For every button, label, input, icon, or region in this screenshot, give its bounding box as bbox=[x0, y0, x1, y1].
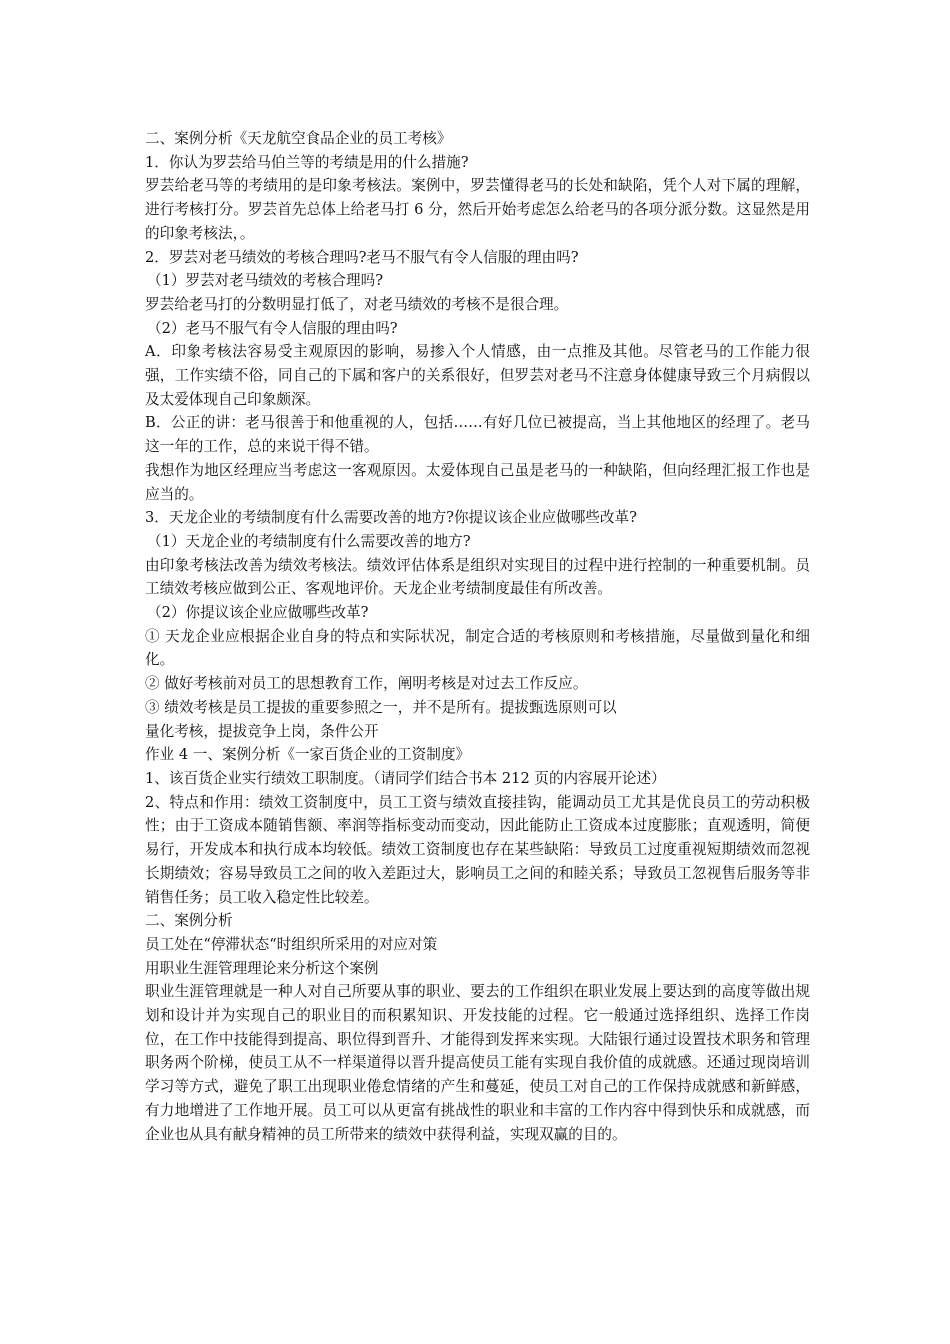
document-body bbox=[145, 127, 810, 1146]
assignment-4-point-1: 1、该百货企业实行绩效工职制度。（请同学们结合书本 212 页的内容展开论述） bbox=[145, 769, 666, 787]
question-2: 2．罗芸对老马绩效的考核合理吗?老马不服气有令人信服的理由吗? bbox=[145, 248, 579, 266]
answer-1: 罗芸给老马等的考绩用的是印象考核法。案例中，罗芸懂得老马的长处和缺陷，凭个人对下属的理解，进行考核打分。罗芸首先总体上给老马打 6 分，然后开始考虑怎么给老马的各项分派分数。这显然是用的印象考核法，。 bbox=[145, 177, 810, 242]
suggestion-2: ② 做好考核前对员工的思想教育工作，阐明考核是对过去工作反应。 bbox=[145, 675, 588, 693]
answer-3-1: 由印象考核法改善为绩效考核法。绩效评估体系是组织对实现目的过程中进行控制的一种重要机制。员工绩效考核应做到公正、客观地评价。天龙企业考绩制度最佳有所改善。 bbox=[145, 556, 810, 598]
sub-question-3-2: （2）你提议该企业应做哪些改革? bbox=[147, 604, 369, 622]
answer-2-2-note: 我想作为地区经理应当考虑这一客观原因。太爱体现自己虽是老马的一种缺陷，但向经理汇报工作也是应当的。 bbox=[145, 461, 810, 503]
question-1: 1．你认为罗芸给马伯兰等的考绩是用的什么措施? bbox=[145, 153, 469, 171]
sub-question-2-1: （1）罗芸对老马绩效的考核合理吗? bbox=[147, 272, 384, 290]
sub-question-2-2: （2）老马不服气有令人信服的理由吗? bbox=[147, 319, 398, 337]
assignment-4-heading: 作业 4 一、案例分析《一家百货企业的工资制度》 bbox=[145, 746, 471, 764]
suggestion-1: ① 天龙企业应根据企业自身的特点和实际状况，制定合适的考核原则和考核措施，尽量做到量化和细化。 bbox=[145, 627, 810, 669]
suggestion-3: ③ 绩效考核是员工提拔的重要参照之一，并不是所有。提拔甄选原则可以 bbox=[145, 698, 617, 716]
suggestion-3-continued: 量化考核，提拔竞争上岗，条件公开 bbox=[145, 722, 379, 740]
question-3: 3．天龙企业的考绩制度有什么需要改善的地方?你提议该企业应做哪些改革? bbox=[145, 509, 637, 527]
sub-question-3-1: （1）天龙企业的考绩制度有什么需要改善的地方? bbox=[147, 532, 471, 550]
section-heading-case-analysis-2: 二、案例分析 bbox=[145, 912, 233, 930]
assignment-4-point-2: 2、特点和作用：绩效工资制度中，员工工资与绩效直接挂钩，能调动员工尤其是优良员工的劳动积极性；由于工资成本随销售额、率润等指标变动而变动，因此能防止工资成本过度膨胀；直观透明，简便易行，开发成本和执行成本均较低。绩效工资制度也存在某些缺陷：导致员工过度重视短期绩效而忽视长期绩效；容易导致员工之间的收入差距过大，影响员工之间的和睦关系；导致员工忽视售后服务等非销售任务；员工收入稳定性比较差。 bbox=[145, 793, 810, 906]
answer-2-2-b: B．公正的讲：老马很善于和他重视的人，包括……有好几位已被提高，当上其他地区的经理了。老马这一年的工作，总的来说干得不错。 bbox=[145, 414, 810, 456]
section-heading-case-analysis: 二、案例分析《天龙航空食品企业的员工考核》 bbox=[145, 130, 452, 147]
answer-2-2-a: A．印象考核法容易受主观原因的影响，易掺入个人情感，由一点推及其他。尽管老马的工作能力很强，工作实绩不俗，同自己的下属和客户的关系很好，但罗芸对老马不注意身体健康导致三个月病假以及太爱体现自己印象颇深。 bbox=[145, 343, 810, 408]
case-analysis-body: 职业生涯管理就是一种人对自己所要从事的职业、要去的工作组织在职业发展上要达到的高度等做出规划和设计并为实现自己的职业目的而积累知识、开发技能的过程。它一般通过选择组织、选择工作岗位，在工作中技能得到提高、职位得到晋升、才能得到发挥来实现。大陆银行通过设置技术职务和管理职务两个阶梯，使员工从不一样渠道得以晋升提高使员工能有实现自我价值的成就感。还通过现岗培训学习等方式，避免了职工出现职业倦怠情绪的产生和蔓延，使员工对自己的工作保持成就感和新鲜感，有力地增进了工作地开展。员工可以从更富有挑战性的职业和丰富的工作内容中得到快乐和成就感，而企业也从具有献身精神的员工所带来的绩效中获得利益，实现双赢的目的。 bbox=[145, 983, 810, 1143]
case-topic: 员工处在“停滞状态“时组织所采用的对应对策 bbox=[145, 935, 438, 953]
case-method: 用职业生涯管理理论来分析这个案例 bbox=[145, 959, 379, 977]
answer-2-1: 罗芸给老马打的分数明显打低了，对老马绩效的考核不是很合理。 bbox=[145, 295, 569, 313]
